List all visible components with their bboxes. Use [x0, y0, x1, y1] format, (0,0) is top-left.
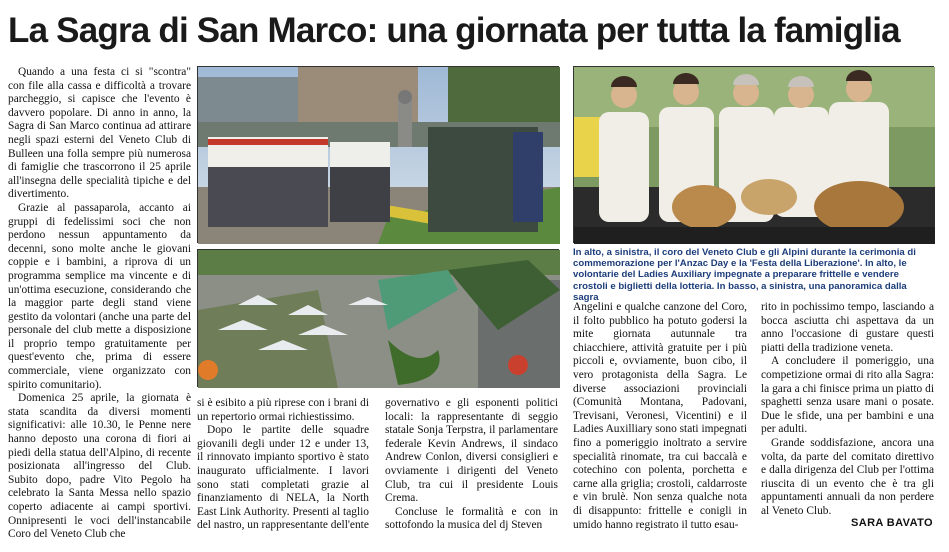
paragraph: Concluse le formalità e con in sottofondo la musica del dj Steven — [385, 505, 558, 532]
photo-choir-alpini — [197, 66, 559, 243]
paragraph: rito in pochissimo tempo, lasciando a bocca asciutta chi aspettava da un anno l'occasione di gustare questi piatti della tradizione veneta. — [761, 301, 934, 354]
paragraph: governativo e gli esponenti politici locali: la rappresentante di seggio statale Sonja Terpstra, il parlamentare federale Kevin Andrews, il sindaco Andrew Conlon, diversi consiglieri e ovviamente i dirigenti del Veneto Club, tra cui il presidente Louis Crema. — [385, 397, 558, 505]
paragraph: A concludere il pomeriggio, una competizione ormai di rito alla Sagra: la gara a chi finisce prima un piatto di spaghetti senza usare mani o posate. Due le sfide, una per bambini e una per adulti. — [761, 355, 934, 436]
photo-sagra-panorama-image — [198, 250, 560, 388]
paragraph: Domenica 25 aprile, la giornata è stata scandita da diversi momenti significativi: alle 10.30, le Penne nere hanno deposto una corona di fiori ai piedi della statua dell'Alpino, di recente posizionata all'ingresso del Club. Subito dopo, padre Vito Pegolo ha celebrato la Santa Messa nello spazio coperto adiacente ai campi sportivi. Onnipresenti le voci dell'instancabile Coro del Veneto Club che — [8, 392, 191, 541]
paragraph: Dopo le partite delle squadre giovanili degli under 12 e under 13, il rinnovato impianto sportivo è stato inaugurato ufficialmente. I lavori sono stati completati grazie al finanziamento di NELA, la North East Link Authority. Presenti al taglio del nastro, un rappresentante dell'ente — [197, 424, 369, 532]
photo-caption: In alto, a sinistra, il coro del Veneto Club e gli Alpini durante la cerimonia di commemorazione per l'Anzac Day e la 'Festa della Liberazione'. In alto, le volontarie del Ladies Auxiliary impegnate a preparare frittelle e vendere crostoli e biglietti della lotteria. In basso, a sinistra, una panoramica dalla sagra — [573, 247, 916, 303]
article-column-2 — [197, 397, 369, 544]
paragraph: Angelini e qualche canzone del Coro, il folto pubblico ha potuto godersi la mite giornata autunnale tra chiacchiere, attività gratuite per i più piccoli e, ovviamente, buon cibo, il vero protagonista della Sagra. Le diverse associazioni provinciali (Comunità Montana, Padovani, Trevisani, Veronesi, Vicentini) e il Ladies Auxilliary sono stati impegnati fino a pomeriggio inoltrato a servire specialità rinomate, tra cui baccalà e cotechino con polenta, porchetta e carne alla griglia; crostoli, caldarroste e vin brulè. Non senza qualche nota di disappunto: frittelle e conigli in umido hanno registrato il tutto esau- — [573, 301, 747, 531]
photo-choir-alpini-image — [198, 67, 560, 244]
paragraph: Quando a una festa ci si "scontra" con file alla cassa e difficoltà a trovare parcheggio, si capisce che l'evento è davvero popolare. Di anno in anno, la Sagra di San Marco continua ad attirare negli spazi esterni del Veneto Club di Bulleen una folla sempre più numerosa di famiglie che trascorrono il 25 aprile all'insegna delle specialità tipiche e del divertimento. — [8, 66, 191, 201]
article-column-3 — [385, 397, 558, 544]
article-column-5 — [761, 301, 934, 519]
article-column-1 — [8, 66, 191, 544]
author-byline: SARA BAVATO — [850, 517, 933, 529]
paragraph: si è esibito a più riprese con i brani di un repertorio ormai richiestissimo. — [197, 397, 369, 423]
photo-sagra-panorama — [197, 249, 559, 387]
article-column-4 — [573, 301, 747, 544]
paragraph: Grande soddisfazione, ancora una volta, da parte del comitato direttivo e dalla dirigenza del Club per l'ottima riuscita di un evento che è tra gli appuntamenti annuali da non perdere al Veneto Club. — [761, 436, 934, 517]
photo-ladies-auxiliary — [573, 66, 934, 243]
photo-ladies-auxiliary-image — [574, 67, 935, 244]
paragraph: Grazie al passaparola, accanto ai gruppi di fedelissimi soci che non perdono nessun appuntamento da decenni, sono molte anche le giovani coppie e i bambini, a riprova di un programma semplice ma vincente e di un'ottima esecuzione, considerando che la maggior parte degli stand viene gestito da volontari (anche una parte del personale del club mette a disposizione il proprio tempo gratuitamente per quest'evento che, prima di essere commerciale, viene organizzato con spirito comunitario). — [8, 201, 191, 391]
headline: La Sagra di San Marco: una giornata per tutta la famiglia — [8, 11, 900, 50]
